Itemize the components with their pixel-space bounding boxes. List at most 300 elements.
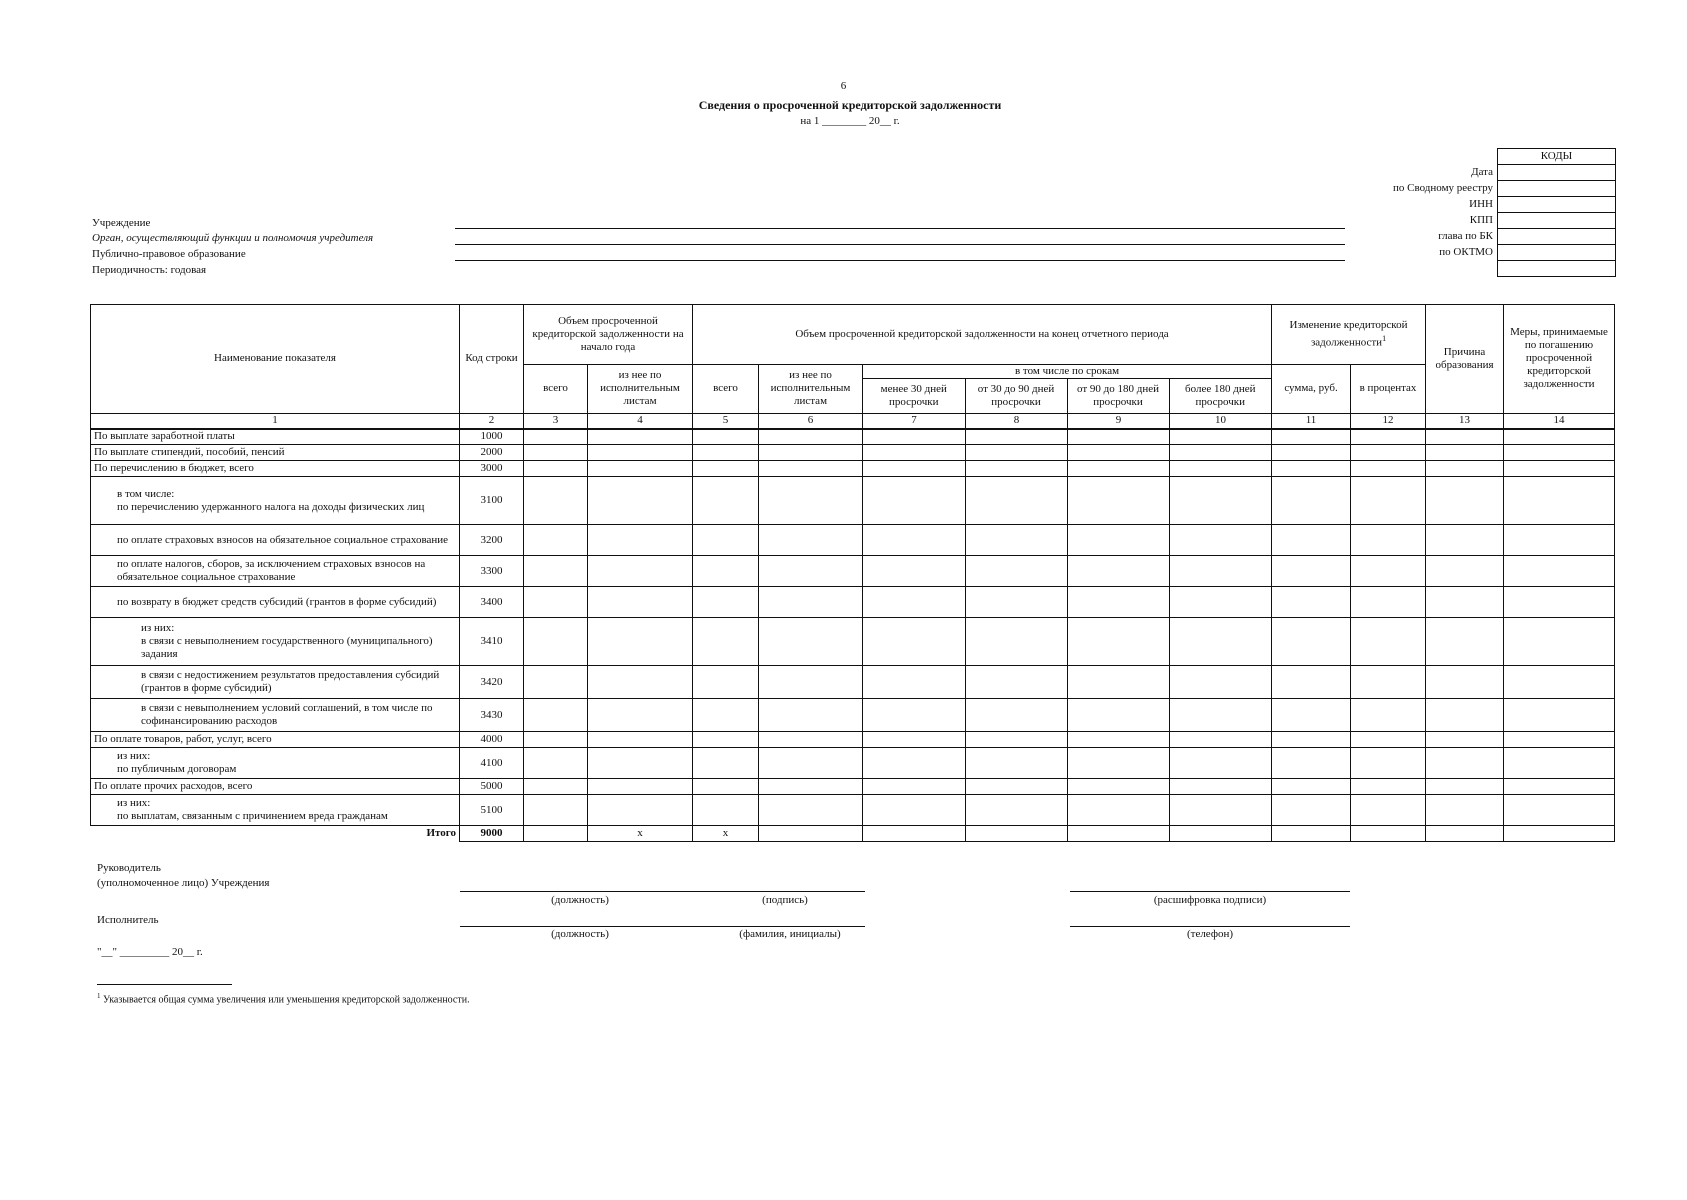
col-number: 13 bbox=[1426, 413, 1504, 429]
row-label: в связи с недостижением результатов предоставления субсидий (грантов в форме субсидий) bbox=[141, 669, 440, 694]
executor-phone-line[interactable] bbox=[1070, 926, 1350, 927]
executor-position-name-line[interactable] bbox=[460, 926, 865, 927]
value-cell[interactable] bbox=[1272, 587, 1351, 618]
row-indicator-name bbox=[91, 461, 460, 477]
value-cell[interactable] bbox=[693, 795, 759, 826]
value-cell[interactable] bbox=[1504, 461, 1615, 477]
col-number: 10 bbox=[1170, 413, 1272, 429]
value-cell[interactable] bbox=[588, 461, 693, 477]
footnote-separator bbox=[97, 984, 232, 985]
value-cell[interactable] bbox=[863, 618, 966, 666]
value-cell[interactable] bbox=[1504, 618, 1615, 666]
value-cell[interactable] bbox=[1426, 618, 1504, 666]
value-cell[interactable] bbox=[1170, 732, 1272, 748]
row-code: 3410 bbox=[460, 618, 524, 666]
total-code: 9000 bbox=[460, 826, 524, 842]
code-label-registry: по Сводному реестру bbox=[1393, 182, 1493, 194]
founder-body-label: Орган, осуществляющий функции и полномочия учредителя bbox=[92, 232, 374, 244]
value-cell[interactable] bbox=[1351, 618, 1426, 666]
row-indicator-name bbox=[91, 779, 460, 795]
value-cell[interactable] bbox=[1272, 666, 1351, 699]
value-cell[interactable] bbox=[1272, 477, 1351, 525]
value-cell[interactable] bbox=[1272, 748, 1351, 779]
header-end-total: всего bbox=[693, 365, 759, 414]
value-cell[interactable] bbox=[966, 666, 1068, 699]
value-cell[interactable] bbox=[1068, 461, 1170, 477]
row-code: 4100 bbox=[460, 748, 524, 779]
value-cell[interactable] bbox=[1170, 461, 1272, 477]
value-cell[interactable] bbox=[524, 666, 588, 699]
code-label-inn: ИНН bbox=[1469, 198, 1493, 210]
value-cell[interactable] bbox=[1272, 525, 1351, 556]
codes-header: КОДЫ bbox=[1498, 149, 1615, 165]
executor-label: Исполнитель bbox=[97, 914, 159, 926]
value-cell[interactable] bbox=[863, 461, 966, 477]
total-value-cell[interactable] bbox=[1351, 826, 1426, 842]
value-cell[interactable] bbox=[588, 779, 693, 795]
value-cell[interactable] bbox=[1272, 429, 1351, 445]
value-cell[interactable] bbox=[1170, 748, 1272, 779]
value-cell[interactable] bbox=[759, 748, 863, 779]
row-code: 3000 bbox=[460, 461, 524, 477]
periodicity-label: Периодичность: годовая bbox=[92, 264, 207, 276]
header-start-total: всего bbox=[524, 365, 588, 414]
row-label: по оплате страховых взносов на обязательное социальное страхование bbox=[117, 533, 449, 546]
value-cell[interactable] bbox=[966, 429, 1068, 445]
value-cell[interactable] bbox=[1068, 556, 1170, 587]
code-field-extra[interactable] bbox=[1498, 261, 1615, 276]
value-cell[interactable] bbox=[1272, 779, 1351, 795]
value-cell[interactable] bbox=[966, 525, 1068, 556]
value-cell[interactable] bbox=[1351, 525, 1426, 556]
value-cell[interactable] bbox=[966, 445, 1068, 461]
row-indicator-name bbox=[91, 618, 460, 666]
value-cell[interactable] bbox=[693, 429, 759, 445]
row-code: 3100 bbox=[460, 477, 524, 525]
total-value-cell[interactable] bbox=[524, 826, 588, 842]
value-cell[interactable] bbox=[588, 666, 693, 699]
value-cell[interactable] bbox=[693, 445, 759, 461]
value-cell[interactable] bbox=[588, 618, 693, 666]
value-cell[interactable] bbox=[524, 525, 588, 556]
value-cell[interactable] bbox=[588, 732, 693, 748]
code-label-budget-chapter: глава по БК bbox=[1438, 230, 1493, 242]
value-cell[interactable] bbox=[524, 732, 588, 748]
value-cell[interactable] bbox=[1504, 445, 1615, 461]
footnote-mark: 1 bbox=[97, 992, 101, 1000]
executor-name-caption: (фамилия, инициалы) bbox=[739, 928, 841, 940]
value-cell[interactable] bbox=[1272, 618, 1351, 666]
total-not-applicable-mark: х bbox=[588, 826, 693, 842]
value-cell[interactable] bbox=[1272, 732, 1351, 748]
value-cell[interactable] bbox=[693, 779, 759, 795]
code-field-budget-chapter[interactable] bbox=[1498, 229, 1615, 245]
value-cell[interactable] bbox=[966, 477, 1068, 525]
value-cell[interactable] bbox=[1351, 779, 1426, 795]
value-cell[interactable] bbox=[759, 779, 863, 795]
value-cell[interactable] bbox=[1504, 779, 1615, 795]
value-cell[interactable] bbox=[524, 461, 588, 477]
value-cell[interactable] bbox=[588, 429, 693, 445]
value-cell[interactable] bbox=[1504, 477, 1615, 525]
value-cell[interactable] bbox=[1351, 445, 1426, 461]
value-cell[interactable] bbox=[524, 795, 588, 826]
value-cell[interactable] bbox=[1068, 445, 1170, 461]
value-cell[interactable] bbox=[1504, 699, 1615, 732]
header-end-writs: из нее по исполнительным листам bbox=[759, 365, 863, 414]
total-row bbox=[91, 826, 1615, 842]
value-cell[interactable] bbox=[588, 795, 693, 826]
row-label: По выплате заработной платы bbox=[94, 430, 235, 443]
value-cell[interactable] bbox=[863, 429, 966, 445]
executor-phone-caption: (телефон) bbox=[1186, 928, 1234, 940]
row-indicator-name bbox=[91, 477, 460, 525]
code-label-kpp: КПП bbox=[1469, 214, 1493, 226]
header-reason: Причина образования bbox=[1426, 305, 1504, 414]
value-cell[interactable] bbox=[1426, 461, 1504, 477]
value-cell[interactable] bbox=[1272, 795, 1351, 826]
row-indicator-name bbox=[91, 732, 460, 748]
row-code: 5100 bbox=[460, 795, 524, 826]
header-change-text: Изменение кредиторской задолженности bbox=[1289, 319, 1408, 349]
header-by-terms-label: в том числе по срокам bbox=[863, 365, 1271, 379]
total-value-cell[interactable] bbox=[1426, 826, 1504, 842]
value-cell[interactable] bbox=[524, 477, 588, 525]
value-cell[interactable] bbox=[588, 477, 693, 525]
value-cell[interactable] bbox=[1068, 699, 1170, 732]
head-decoding-line[interactable] bbox=[1070, 891, 1350, 892]
value-cell[interactable] bbox=[1426, 525, 1504, 556]
total-value-cell[interactable] bbox=[863, 826, 966, 842]
value-cell[interactable] bbox=[759, 461, 863, 477]
value-cell[interactable] bbox=[759, 429, 863, 445]
value-cell[interactable] bbox=[524, 699, 588, 732]
table-row bbox=[91, 618, 1615, 666]
header-gt180: более 180 дней просрочки bbox=[1185, 382, 1256, 408]
value-cell[interactable] bbox=[693, 556, 759, 587]
value-cell[interactable] bbox=[588, 748, 693, 779]
col-number: 4 bbox=[588, 413, 693, 429]
value-cell[interactable] bbox=[1351, 666, 1426, 699]
report-date-line: на 1 ________ 20__ г. bbox=[800, 115, 900, 127]
value-cell[interactable] bbox=[1426, 556, 1504, 587]
value-cell[interactable] bbox=[966, 461, 1068, 477]
header-indicator-name: Наименование показателя bbox=[91, 305, 460, 414]
overdue-payables-table bbox=[90, 304, 1615, 842]
total-label: Итого bbox=[91, 826, 460, 842]
value-cell[interactable] bbox=[759, 556, 863, 587]
value-cell[interactable] bbox=[693, 699, 759, 732]
value-cell[interactable] bbox=[1426, 795, 1504, 826]
value-cell[interactable] bbox=[1504, 748, 1615, 779]
value-cell[interactable] bbox=[759, 618, 863, 666]
row-label: По оплате прочих расходов, всего bbox=[94, 780, 253, 792]
value-cell[interactable] bbox=[1068, 618, 1170, 666]
header-30-90: от 30 до 90 дней просрочки bbox=[965, 379, 1067, 413]
value-cell[interactable] bbox=[1272, 699, 1351, 732]
footnote bbox=[97, 992, 470, 1005]
col-number: 7 bbox=[863, 413, 966, 429]
document-title: Сведения о просроченной кредиторской задолженности bbox=[698, 98, 1002, 112]
row-label: по перечислению удержанного налога на доходы физических лиц bbox=[117, 500, 425, 513]
head-signature-caption: (подпись) bbox=[762, 894, 808, 906]
codes-box bbox=[1497, 148, 1616, 277]
value-cell[interactable] bbox=[1351, 732, 1426, 748]
value-cell[interactable] bbox=[863, 732, 966, 748]
value-cell[interactable] bbox=[1504, 666, 1615, 699]
row-indicator-name bbox=[91, 795, 460, 826]
value-cell[interactable] bbox=[966, 732, 1068, 748]
value-cell[interactable] bbox=[693, 587, 759, 618]
value-cell[interactable] bbox=[759, 525, 863, 556]
value-cell[interactable] bbox=[1351, 699, 1426, 732]
value-cell[interactable] bbox=[863, 525, 966, 556]
value-cell[interactable] bbox=[1170, 477, 1272, 525]
table-body bbox=[91, 429, 1615, 842]
code-field-oktmo[interactable] bbox=[1498, 245, 1615, 261]
value-cell[interactable] bbox=[1426, 429, 1504, 445]
table-row bbox=[91, 795, 1615, 826]
value-cell[interactable] bbox=[1426, 748, 1504, 779]
value-cell[interactable] bbox=[863, 556, 966, 587]
value-cell[interactable] bbox=[1504, 587, 1615, 618]
value-cell[interactable] bbox=[693, 461, 759, 477]
head-label-2: (уполномоченное лицо) Учреждения bbox=[97, 877, 270, 889]
value-cell[interactable] bbox=[588, 525, 693, 556]
col-number: 6 bbox=[759, 413, 863, 429]
value-cell[interactable] bbox=[1426, 445, 1504, 461]
value-cell[interactable] bbox=[966, 699, 1068, 732]
value-cell[interactable] bbox=[1426, 779, 1504, 795]
institution-field-line[interactable] bbox=[455, 228, 1345, 229]
total-value-cell[interactable] bbox=[1504, 826, 1615, 842]
code-label-oktmo: по ОКТМО bbox=[1439, 246, 1493, 258]
header-terms-subtable bbox=[863, 365, 1271, 413]
col-number: 14 bbox=[1504, 413, 1615, 429]
value-cell[interactable] bbox=[524, 556, 588, 587]
value-cell[interactable] bbox=[1504, 556, 1615, 587]
header-change bbox=[1272, 305, 1426, 365]
value-cell[interactable] bbox=[1272, 461, 1351, 477]
value-cell[interactable] bbox=[966, 556, 1068, 587]
value-cell[interactable] bbox=[693, 666, 759, 699]
code-field-registry[interactable] bbox=[1498, 181, 1615, 197]
value-cell[interactable] bbox=[966, 618, 1068, 666]
footnote-text: Указывается общая сумма увеличения или уменьшения кредиторской задолженности. bbox=[103, 994, 470, 1006]
row-code: 3400 bbox=[460, 587, 524, 618]
value-cell[interactable] bbox=[966, 748, 1068, 779]
column-numbers-row bbox=[91, 413, 1615, 429]
value-cell[interactable] bbox=[1170, 699, 1272, 732]
value-cell[interactable] bbox=[1170, 556, 1272, 587]
value-cell[interactable] bbox=[1351, 795, 1426, 826]
value-cell[interactable] bbox=[759, 477, 863, 525]
value-cell[interactable] bbox=[1504, 732, 1615, 748]
value-cell[interactable] bbox=[1351, 461, 1426, 477]
table-row bbox=[91, 732, 1615, 748]
value-cell[interactable] bbox=[863, 699, 966, 732]
value-cell[interactable] bbox=[1351, 748, 1426, 779]
value-cell[interactable] bbox=[588, 445, 693, 461]
value-cell[interactable] bbox=[588, 587, 693, 618]
table-row bbox=[91, 429, 1615, 445]
value-cell[interactable] bbox=[863, 779, 966, 795]
value-cell[interactable] bbox=[966, 779, 1068, 795]
value-cell[interactable] bbox=[693, 525, 759, 556]
code-field-kpp[interactable] bbox=[1498, 213, 1615, 229]
value-cell[interactable] bbox=[1068, 429, 1170, 445]
value-cell[interactable] bbox=[1170, 795, 1272, 826]
value-cell[interactable] bbox=[1426, 699, 1504, 732]
row-code: 4000 bbox=[460, 732, 524, 748]
table-row bbox=[91, 748, 1615, 779]
col-number: 8 bbox=[966, 413, 1068, 429]
head-position-caption: (должность) bbox=[551, 894, 609, 906]
row-code: 3420 bbox=[460, 666, 524, 699]
row-label: по публичным договорам bbox=[117, 763, 237, 775]
value-cell[interactable] bbox=[1170, 618, 1272, 666]
row-prefix: в том числе: bbox=[117, 487, 175, 500]
code-field-date[interactable] bbox=[1498, 165, 1615, 181]
row-prefix: из них: bbox=[117, 750, 151, 762]
value-cell[interactable] bbox=[759, 445, 863, 461]
institution-label: Учреждение bbox=[92, 217, 151, 229]
value-cell[interactable] bbox=[1068, 732, 1170, 748]
value-cell[interactable] bbox=[1068, 477, 1170, 525]
value-cell[interactable] bbox=[1426, 587, 1504, 618]
value-cell[interactable] bbox=[1351, 429, 1426, 445]
value-cell[interactable] bbox=[759, 666, 863, 699]
value-cell[interactable] bbox=[1170, 587, 1272, 618]
value-cell[interactable] bbox=[1170, 429, 1272, 445]
row-indicator-name bbox=[91, 445, 460, 461]
value-cell[interactable] bbox=[1504, 429, 1615, 445]
value-cell[interactable] bbox=[759, 587, 863, 618]
founder-field-line[interactable] bbox=[455, 244, 1345, 245]
value-cell[interactable] bbox=[966, 587, 1068, 618]
value-cell[interactable] bbox=[1272, 556, 1351, 587]
header-start-volume: Объем просроченной кредиторской задолженности на начало года bbox=[524, 305, 693, 365]
value-cell[interactable] bbox=[524, 618, 588, 666]
table-row bbox=[91, 445, 1615, 461]
value-cell[interactable] bbox=[863, 748, 966, 779]
value-cell[interactable] bbox=[524, 779, 588, 795]
value-cell[interactable] bbox=[863, 477, 966, 525]
table-row bbox=[91, 477, 1615, 525]
header-end-volume: Объем просроченной кредиторской задолженности на конец отчетного периода bbox=[693, 305, 1272, 365]
row-code: 3300 bbox=[460, 556, 524, 587]
header-change-footnote-mark: 1 bbox=[1382, 334, 1387, 344]
value-cell[interactable] bbox=[588, 699, 693, 732]
total-value-cell[interactable] bbox=[1272, 826, 1351, 842]
col-number: 9 bbox=[1068, 413, 1170, 429]
value-cell[interactable] bbox=[1170, 779, 1272, 795]
col-number: 1 bbox=[91, 413, 460, 429]
value-cell[interactable] bbox=[693, 748, 759, 779]
value-cell[interactable] bbox=[1426, 666, 1504, 699]
public-entity-field-line[interactable] bbox=[455, 260, 1345, 261]
value-cell[interactable] bbox=[1068, 748, 1170, 779]
header-90-180: от 90 до 180 дней просрочки bbox=[1067, 379, 1169, 413]
table-row bbox=[91, 556, 1615, 587]
value-cell[interactable] bbox=[693, 732, 759, 748]
signature-date: "__" _________ 20__ г. bbox=[97, 946, 203, 958]
value-cell[interactable] bbox=[1068, 587, 1170, 618]
value-cell[interactable] bbox=[1068, 779, 1170, 795]
value-cell[interactable] bbox=[1351, 587, 1426, 618]
value-cell[interactable] bbox=[1170, 666, 1272, 699]
value-cell[interactable] bbox=[1170, 525, 1272, 556]
header-row-code: Код строки bbox=[460, 305, 524, 414]
value-cell[interactable] bbox=[759, 699, 863, 732]
row-label: По перечислению в бюджет, всего bbox=[94, 462, 254, 474]
row-label: в связи с невыполнением государственного (муниципального) задания bbox=[141, 635, 433, 660]
value-cell[interactable] bbox=[693, 477, 759, 525]
header-lt30: менее 30 дней просрочки bbox=[863, 379, 965, 413]
public-entity-label: Публично-правовое образование bbox=[92, 248, 246, 260]
row-prefix: из них: bbox=[117, 797, 151, 809]
value-cell[interactable] bbox=[759, 732, 863, 748]
codes-labels bbox=[1300, 164, 1493, 260]
value-cell[interactable] bbox=[524, 445, 588, 461]
value-cell[interactable] bbox=[693, 618, 759, 666]
row-indicator-name bbox=[91, 587, 460, 618]
head-position-signature-line[interactable] bbox=[460, 891, 865, 892]
total-value-cell[interactable] bbox=[1170, 826, 1272, 842]
col-number: 11 bbox=[1272, 413, 1351, 429]
code-field-inn[interactable] bbox=[1498, 197, 1615, 213]
value-cell[interactable] bbox=[524, 429, 588, 445]
value-cell[interactable] bbox=[1504, 525, 1615, 556]
col-number: 2 bbox=[460, 413, 524, 429]
value-cell[interactable] bbox=[1426, 477, 1504, 525]
header-start-writs: из нее по исполнительным листам bbox=[588, 365, 693, 414]
row-code: 3430 bbox=[460, 699, 524, 732]
code-label-date: Дата bbox=[1471, 166, 1493, 178]
executor-position-caption: (должность) bbox=[551, 928, 609, 940]
row-indicator-name bbox=[91, 429, 460, 445]
table-row bbox=[91, 461, 1615, 477]
value-cell[interactable] bbox=[863, 795, 966, 826]
value-cell[interactable] bbox=[863, 587, 966, 618]
total-value-cell[interactable] bbox=[1068, 826, 1170, 842]
total-value-cell[interactable] bbox=[759, 826, 863, 842]
value-cell[interactable] bbox=[1504, 795, 1615, 826]
col-number: 3 bbox=[524, 413, 588, 429]
value-cell[interactable] bbox=[966, 795, 1068, 826]
value-cell[interactable] bbox=[1170, 445, 1272, 461]
value-cell[interactable] bbox=[1351, 477, 1426, 525]
row-label: по возврату в бюджет средств субсидий (грантов в форме субсидий) bbox=[117, 595, 437, 608]
value-cell[interactable] bbox=[1068, 795, 1170, 826]
total-value-cell[interactable] bbox=[966, 826, 1068, 842]
value-cell[interactable] bbox=[759, 795, 863, 826]
table-row bbox=[91, 699, 1615, 732]
value-cell[interactable] bbox=[863, 666, 966, 699]
row-code: 5000 bbox=[460, 779, 524, 795]
row-label: По оплате товаров, работ, услуг, всего bbox=[94, 733, 272, 745]
value-cell[interactable] bbox=[1068, 525, 1170, 556]
page-number: 6 bbox=[840, 80, 847, 92]
value-cell[interactable] bbox=[1351, 556, 1426, 587]
value-cell[interactable] bbox=[524, 748, 588, 779]
value-cell[interactable] bbox=[863, 445, 966, 461]
value-cell[interactable] bbox=[524, 587, 588, 618]
value-cell[interactable] bbox=[1426, 732, 1504, 748]
value-cell[interactable] bbox=[1068, 666, 1170, 699]
value-cell[interactable] bbox=[588, 556, 693, 587]
value-cell[interactable] bbox=[1272, 445, 1351, 461]
